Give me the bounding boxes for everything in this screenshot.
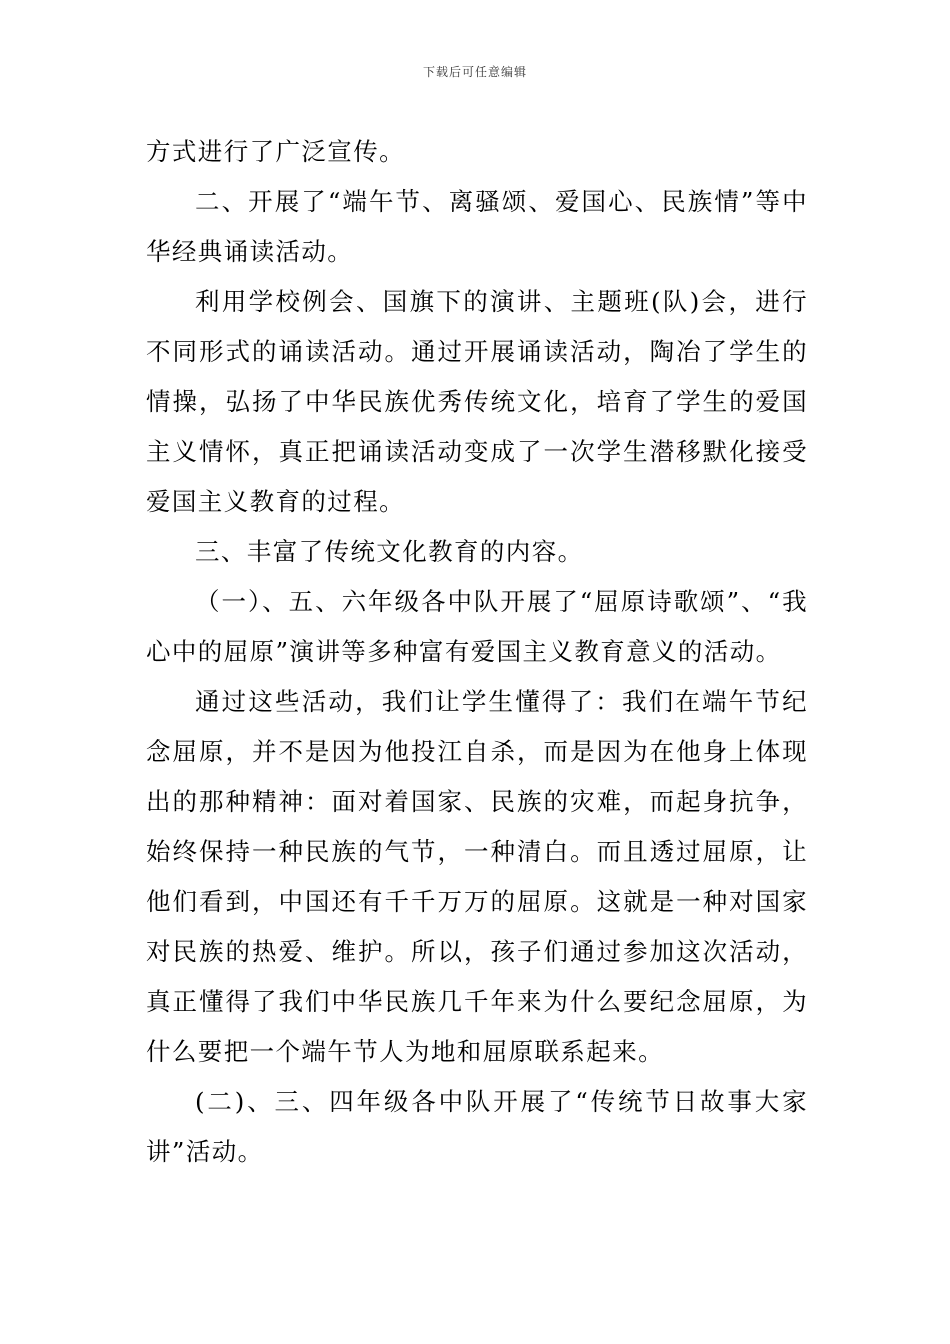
paragraph: 二、开展了“端午节、离骚颂、爱国心、民族情”等中华经典诵读活动。 <box>146 187 808 266</box>
document-body <box>146 127 808 1177</box>
paragraph: （一）、五、六年级各中队开展了“屈原诗歌颂”、“我心中的屈原”演讲等多种富有爱国主义教育意义的活动。 <box>146 587 808 666</box>
paragraph: 通过这些活动，我们让学生懂得了：我们在端午节纪念屈原，并不是因为他投江自杀，而是因为在他身上体现出的那种精神：面对着国家、民族的灾难，而起身抗争，始终保持一种民族的气节，一种清白。而且透过屈原，让他们看到，中国还有千千万万的屈原。这就是一种对国家对民族的热爱、维护。所以，孩子们通过参加这次活动，真正懂得了我们中华民族几千年来为什么要纪念屈原，为什么要把一个端午节人为地和屈原联系起来。 <box>146 687 808 1066</box>
paragraph: 方式进行了广泛宣传。 <box>146 137 405 166</box>
paragraph: 三、丰富了传统文化教育的内容。 <box>195 537 584 566</box>
page-header: 下载后可任意编辑 <box>422 65 527 79</box>
paragraph: 利用学校例会、国旗下的演讲、主题班(队)会，进行不同形式的诵读活动。通过开展诵读活动，陶冶了学生的情操，弘扬了中华民族优秀传统文化，培育了学生的爱国主义情怀，真正把诵读活动变成了一次学生潜移默化接受爱国主义教育的过程。 <box>146 287 808 516</box>
paragraph: (二)、三、四年级各中队开展了“传统节日故事大家讲”活动。 <box>146 1087 808 1166</box>
